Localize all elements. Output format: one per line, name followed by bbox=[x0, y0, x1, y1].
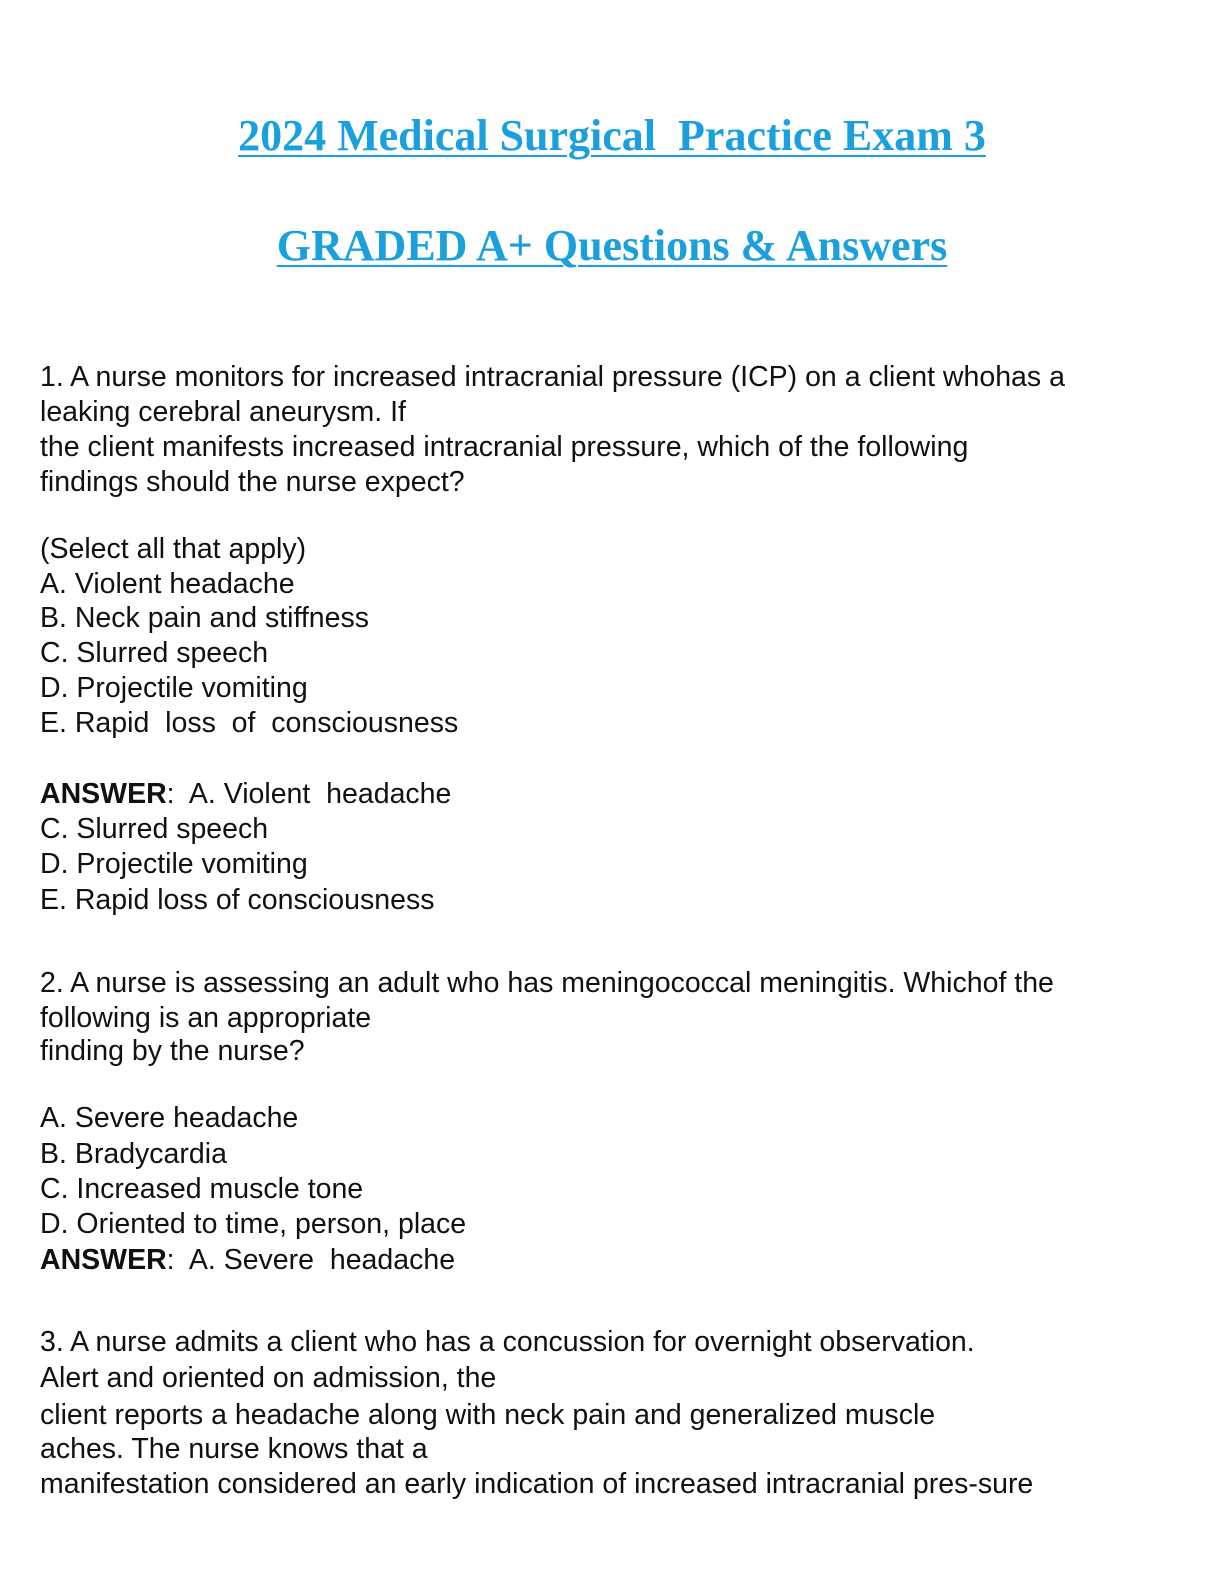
answer-option: D. Projectile vomiting bbox=[40, 672, 308, 704]
answer-option: D. Oriented to time, person, place bbox=[40, 1208, 467, 1240]
answer-option: A. Violent headache bbox=[40, 568, 295, 600]
answer-option: B. Bradycardia bbox=[40, 1138, 227, 1170]
question-stem-line: aches. The nurse knows that a bbox=[40, 1433, 428, 1465]
answer-option: B. Neck pain and stiffness bbox=[40, 602, 369, 634]
answer-line bbox=[40, 777, 451, 811]
question-stem-line: 3. A nurse admits a client who has a concussion for overnight observation. bbox=[40, 1326, 975, 1358]
question-stem-line: leaking cerebral aneurysm. If bbox=[40, 396, 406, 428]
question-stem-line: 1. A nurse monitors for increased intracranial pressure (ICP) on a client whohas a bbox=[40, 361, 1065, 393]
answer-label: ANSWER bbox=[40, 778, 167, 810]
question-stem-line: finding by the nurse? bbox=[40, 1035, 305, 1067]
answer-option: A. Severe headache bbox=[40, 1102, 299, 1134]
question-stem-line: Alert and oriented on admission, the bbox=[40, 1362, 497, 1394]
answer-text: : A. Severe headache bbox=[166, 1244, 456, 1276]
question-stem-line: manifestation considered an early indication of increased intracranial pres-sure bbox=[40, 1468, 1034, 1500]
question-stem-line: 2. A nurse is assessing an adult who has meningococcal meningitis. Whichof the bbox=[40, 967, 1054, 999]
document-title: 2024 Medical Surgical Practice Exam 3 bbox=[238, 111, 986, 160]
answer-option: C. Slurred speech bbox=[40, 637, 269, 669]
answer-option: E. Rapid loss of consciousness bbox=[40, 707, 459, 739]
answer-text: : A. Violent headache bbox=[166, 778, 452, 810]
question-stem-line: client reports a headache along with neck pain and generalized muscle bbox=[40, 1399, 936, 1431]
answer-line bbox=[40, 1243, 455, 1277]
question-stem-line: the client manifests increased intracranial pressure, which of the following bbox=[40, 431, 969, 463]
question-stem-line: findings should the nurse expect? bbox=[40, 466, 465, 498]
question-instruction: (Select all that apply) bbox=[40, 533, 307, 565]
answer-text: D. Projectile vomiting bbox=[40, 848, 308, 880]
answer-text: E. Rapid loss of consciousness bbox=[40, 884, 435, 916]
answer-option: C. Increased muscle tone bbox=[40, 1173, 364, 1205]
answer-label: ANSWER bbox=[40, 1244, 167, 1276]
question-stem-line: following is an appropriate bbox=[40, 1002, 372, 1034]
document-subtitle: GRADED A+ Questions & Answers bbox=[276, 221, 948, 270]
answer-text: C. Slurred speech bbox=[40, 813, 269, 845]
